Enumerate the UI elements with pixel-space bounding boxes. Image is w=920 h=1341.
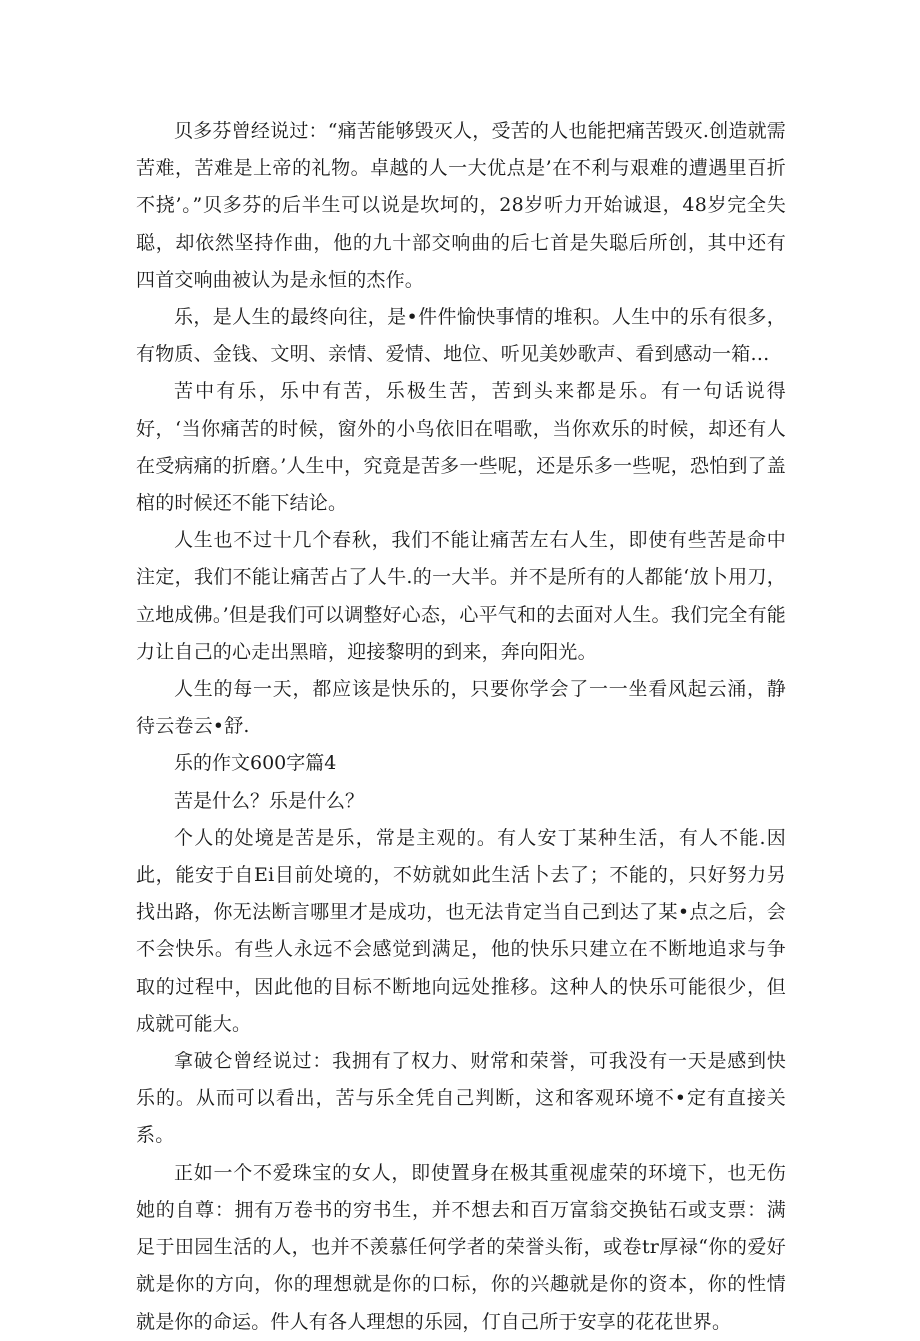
paragraph-every-day: 人生的每一天，都应该是快乐的，只要你学会了一一坐看风起云涌，静待云卷云•舒.	[136, 678, 786, 738]
paragraph-joy-definition: 乐，是人生的最终向往，是•件件愉快事情的堆积。人生中的乐有很多，有物质、金钱、文明、亲情、爱情、地位、听见美妙歌声、看到感动一箱…	[136, 306, 786, 366]
section-heading: 乐的作文600字篇4	[174, 752, 337, 775]
paragraph-jewelry: 正如一个不爱珠宝的女人，即使置身在极其重视虚荣的环境下，也无伤她的自尊：拥有万卷书的穷书生，并不想去和百万富翁交换钻石或支票：满足于田园生活的人，也并不羡慕任何学者的荣誉头衔，或卷tr厚禄“你的爱好就是你的方向，你的理想就是你的口标，你的兴趣就是你的资本，你的性情就是你的命运。件人有各人理想的乐园，仃自己所于安享的花花世界。	[136, 1161, 786, 1333]
paragraph-beethoven: 贝多芬曾经说过：“痛苦能够毁灭人，受苦的人也能把痛苦毁灭.创造就需苦难，苦难是上帝的礼物。卓越的人一大优点是’在不利与艰难的遭遇里百折不挠’。”贝多芬的后半生可以说是坎坷的，28岁听力开始诚退，48岁完全失聪，却依然坚持作曲，他的九十部交响曲的后七首是失聪后所创，其中还有四首交响曲被认为是永恒的杰作。	[136, 120, 786, 291]
paragraph-situation: 个人的处境是苦是乐，常是主观的。有人安丁某种生活，有人不能.因此，能安于自Ei目前处境的，不妨就如此生活卜去了；不能的，只好努力另找出路，你无法断言哪里才是成功，也无法肯定当自己到达了某•点之后，会不会快乐。有些人永远不会感觉到满足，他的快乐只建立在不断地追求与争取的过程中，因此他的目标不断地向远处推移。这种人的快乐可能很少，但成就可能大。	[136, 826, 786, 1035]
paragraph-life-seasons: 人生也不过十几个春秋，我们不能让痛苦左右人生，即使有些苦是命中注定，我们不能让痛苦占了人牛.的一大半。并不是所有的人都能‘放卜用刀，立地成佛。’但是我们可以调整好心态，心平气和的去面对人生。我们完全有能力让自己的心走出黑暗，迎接黎明的到来，奔向阳光。	[136, 529, 786, 663]
document-page	[136, 113, 786, 1341]
paragraph-bitter-and-joy: 苦中有乐，乐中有苦，乐极生苦，苦到头来都是乐。有一句话说得好，‘当你痛苦的时候，窗外的小鸟依旧在唱歌，当你欢乐的时候，却还有人在受病痛的折磨。’人生中，究竟是苦多一些呢，还是乐多一些呢，恐怕到了盖棺的时候还不能下结论。	[136, 380, 786, 515]
paragraph-napoleon: 拿破仑曾经说过：我拥有了权力、财常和荣誉，可我没有一天是感到快乐的。从而可以看出，苦与乐全凭自己判断，这和客观环境不•定有直接关系。	[136, 1050, 786, 1147]
section-question: 苦是什么？乐是什么？	[174, 789, 365, 812]
